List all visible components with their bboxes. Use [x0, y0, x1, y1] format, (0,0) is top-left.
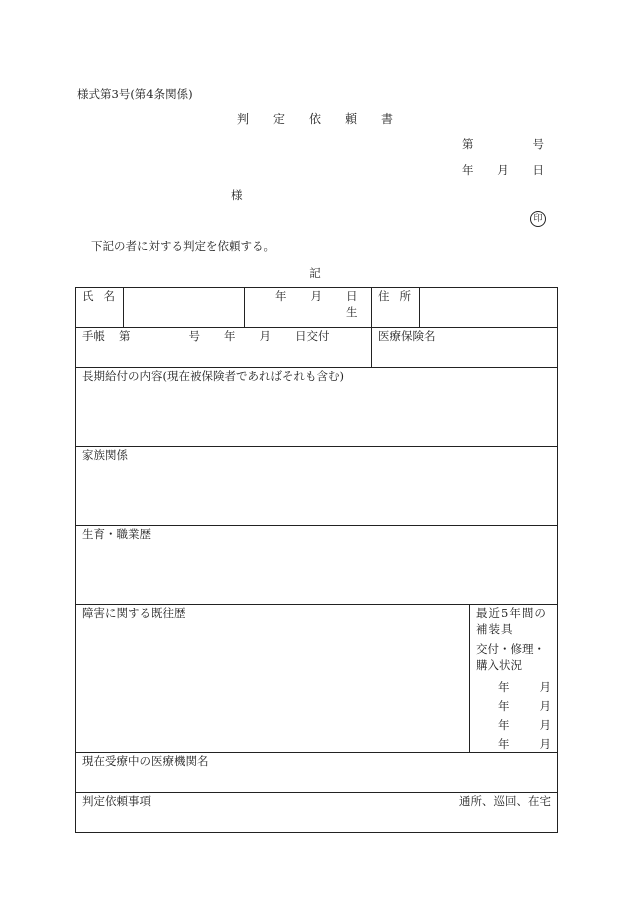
history-field[interactable] — [76, 526, 558, 605]
equipment-title-1: 最近5年間の補装具 — [476, 606, 547, 636]
request-text: 下記の者に対する判定を依頼する。 — [91, 239, 275, 253]
request-form-table — [75, 287, 558, 833]
birth-year: 年 — [275, 289, 287, 303]
current-institution-label: 現在受療中の医療機関名 — [82, 754, 209, 768]
date-year: 年 — [462, 163, 474, 177]
equipment-row — [476, 717, 551, 733]
name-label-cell — [76, 288, 124, 328]
long-term-benefit-label: 長期給付の内容(現在被保険者であればそれも含む) — [82, 369, 344, 383]
judgment-items-label: 判定依頼事項 — [82, 794, 151, 808]
equipment-month: 月 — [539, 699, 551, 713]
judgment-items-field[interactable] — [76, 793, 558, 833]
address-field[interactable] — [420, 288, 558, 328]
address-label-cell — [372, 288, 420, 328]
current-institution-field[interactable] — [76, 753, 558, 793]
address-label-2: 所 — [399, 289, 411, 303]
family-field[interactable] — [76, 447, 558, 526]
seal-mark: 印 — [530, 211, 546, 227]
equipment-year: 年 — [498, 680, 510, 694]
equipment-year: 年 — [498, 699, 510, 713]
document-title: 判定依頼書 — [236, 112, 417, 126]
equipment-month: 月 — [539, 737, 551, 751]
techo-year: 年 — [224, 329, 236, 343]
techo-label: 手帳 — [82, 329, 105, 343]
name-field[interactable] — [124, 288, 245, 328]
table-row — [76, 447, 558, 526]
table-row — [76, 526, 558, 605]
techo-go: 号 — [188, 329, 200, 343]
equipment-row — [476, 679, 551, 695]
address-label-1: 住 — [378, 289, 390, 303]
doc-no-prefix: 第 — [462, 137, 474, 151]
date-day: 日 — [532, 163, 544, 177]
equipment-field[interactable] — [470, 605, 558, 753]
equipment-row — [476, 698, 551, 714]
birth-day: 日生 — [346, 289, 358, 319]
equipment-row — [476, 736, 551, 752]
date-month: 月 — [497, 163, 509, 177]
equipment-month: 月 — [539, 680, 551, 694]
equipment-year: 年 — [498, 718, 510, 732]
family-label: 家族関係 — [82, 448, 128, 462]
table-row — [76, 328, 558, 368]
addressee-suffix: 様 — [231, 188, 243, 202]
ki-heading: 記 — [309, 266, 321, 280]
equipment-title-2: 交付・修理・購入状況 — [476, 642, 545, 672]
techo-field[interactable] — [76, 328, 372, 368]
birth-month: 月 — [310, 289, 322, 303]
birth-date-field[interactable] — [245, 288, 372, 328]
table-row — [76, 368, 558, 447]
judgment-options: 通所、巡回、在宅 — [459, 794, 551, 808]
medical-history-label: 障害に関する既往歴 — [82, 606, 186, 620]
equipment-year: 年 — [498, 737, 510, 751]
name-label-1: 氏 — [82, 289, 94, 303]
doc-no-suffix: 号 — [532, 137, 544, 151]
techo-dai: 第 — [119, 329, 131, 343]
document-number — [462, 136, 544, 152]
equipment-month: 月 — [539, 718, 551, 732]
medical-history-field[interactable] — [76, 605, 470, 753]
form-id: 様式第3号(第4条関係) — [77, 87, 193, 101]
history-label: 生育・職業歴 — [82, 527, 151, 541]
insurance-field[interactable] — [372, 328, 558, 368]
document-date — [462, 162, 544, 178]
long-term-benefit-field[interactable] — [76, 368, 558, 447]
table-row — [76, 753, 558, 793]
table-row — [76, 793, 558, 833]
techo-issued: 日交付 — [295, 329, 330, 343]
techo-month: 月 — [259, 329, 271, 343]
name-label-2: 名 — [103, 289, 115, 303]
insurance-label: 医療保険名 — [378, 329, 436, 343]
table-row — [76, 288, 558, 328]
table-row — [76, 605, 558, 753]
